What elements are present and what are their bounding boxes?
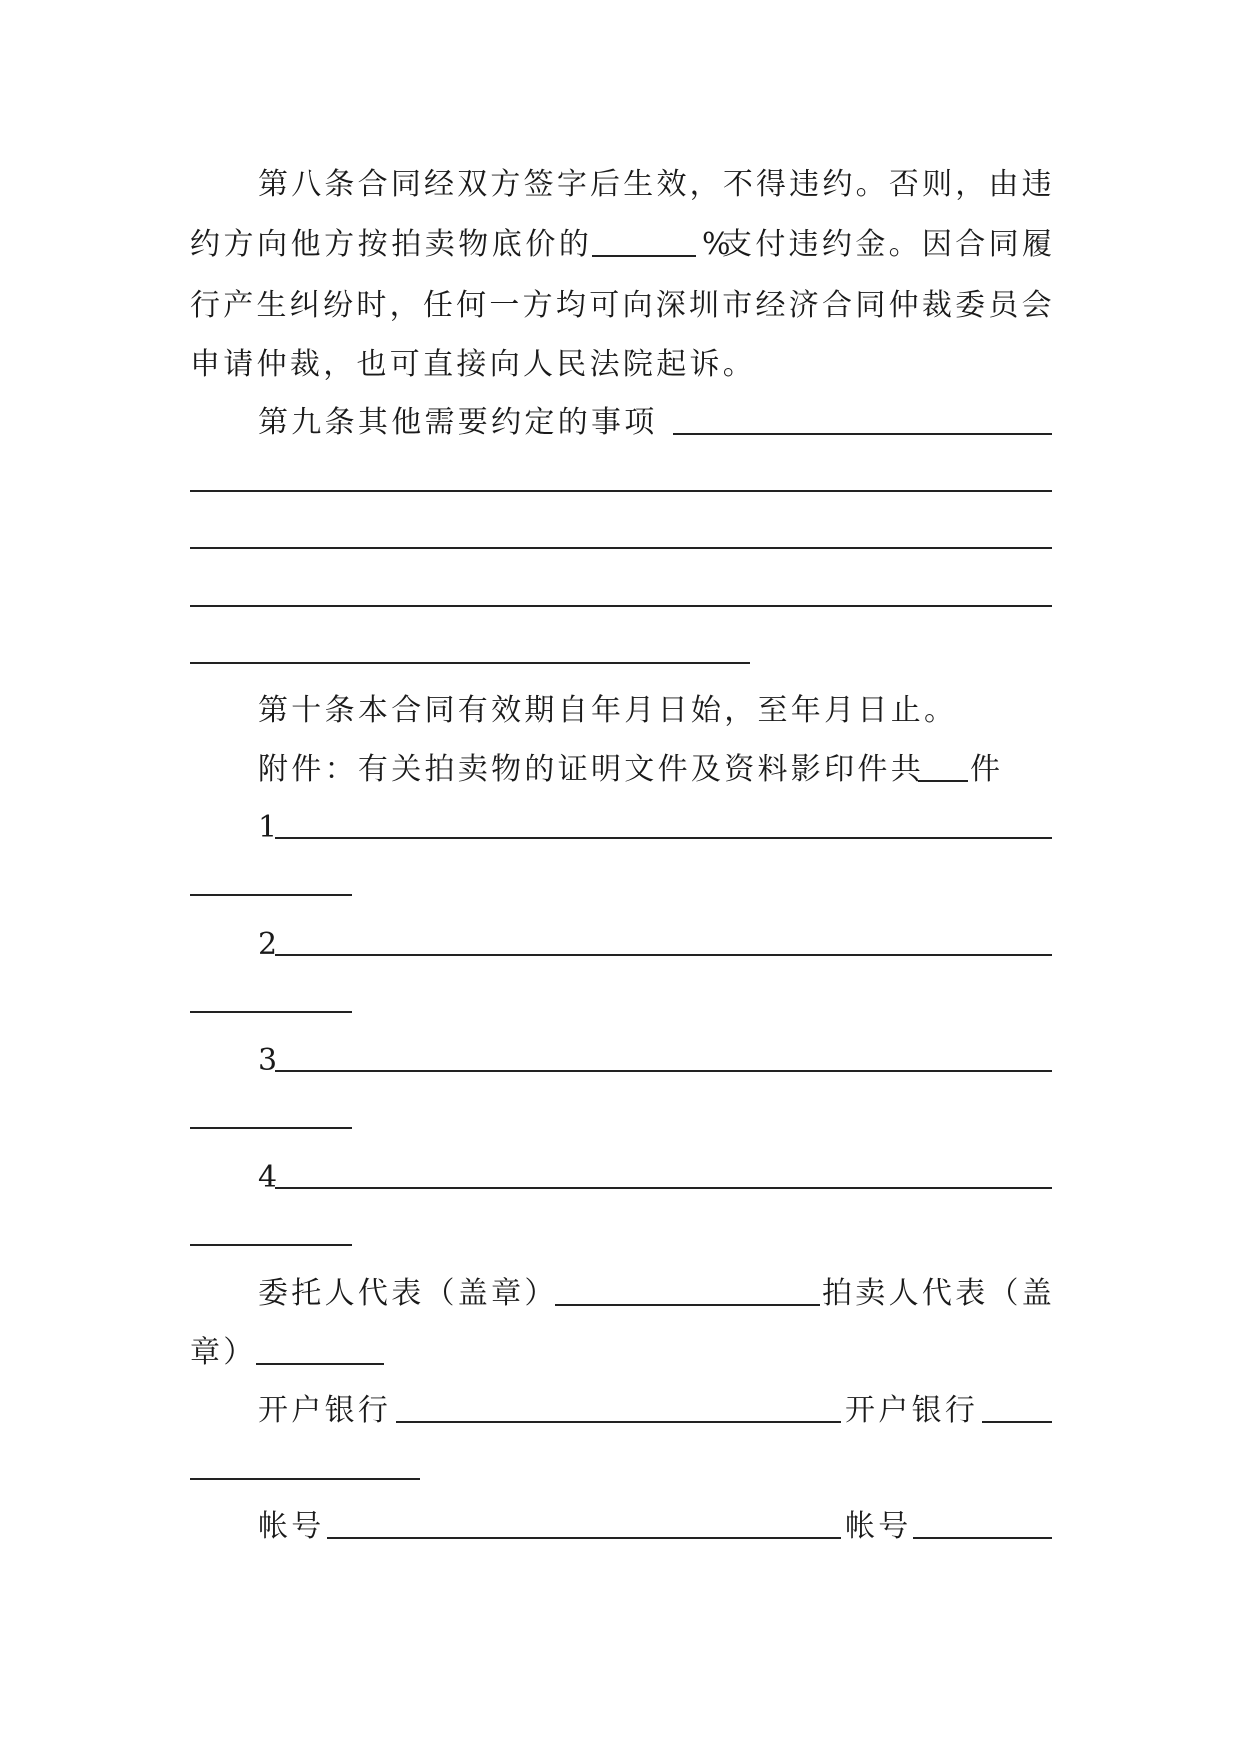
text-char: 生	[256, 288, 287, 323]
text-char: 方	[223, 227, 254, 262]
article9-blank-5[interactable]	[190, 662, 750, 664]
text-char: 则	[922, 167, 953, 202]
text-char: 方	[324, 227, 355, 262]
text-char: 签	[523, 167, 554, 202]
text-char: 金	[855, 227, 886, 262]
text-char: 约	[822, 167, 853, 202]
text-char: 。	[888, 227, 919, 262]
text-char: ，	[689, 167, 720, 202]
attachment-item-2: 2	[258, 927, 278, 962]
text-char: 方	[522, 288, 553, 323]
attachment-item-4: 4	[258, 1160, 278, 1195]
text-char: 合	[955, 227, 986, 262]
text-char: 约	[190, 227, 220, 262]
client-account-label: 帐号	[258, 1509, 325, 1544]
article8-line1	[258, 165, 1052, 205]
attachment-item-4-blank[interactable]	[275, 1187, 1052, 1189]
auctioneer-bank-blank-cont[interactable]	[190, 1478, 420, 1480]
auctioneer-rep-label: 拍卖人代表（盖	[822, 1276, 1056, 1311]
attachment-item-3: 3	[258, 1043, 278, 1078]
text-char: 八	[291, 167, 322, 202]
text-char: 委	[955, 288, 986, 323]
text-char: 不	[722, 167, 753, 202]
text-char: 向	[622, 288, 653, 323]
client-account-blank[interactable]	[327, 1537, 841, 1539]
article9-blank-4[interactable]	[190, 605, 1052, 607]
article9-label: 第九条其他需要约定的事项	[258, 405, 658, 440]
text-char: 得	[756, 167, 787, 202]
text-char: 生	[623, 167, 654, 202]
text-char: 均	[555, 288, 586, 323]
text-char: 向	[257, 227, 288, 262]
auctioneer-bank-label: 开户银行	[845, 1393, 979, 1428]
text-char: 第	[258, 167, 288, 202]
article8-line2-text	[190, 225, 589, 265]
text-char: 会	[1021, 288, 1052, 323]
text-char: 经	[755, 288, 786, 323]
attachment-item-1-blank-cont[interactable]	[190, 894, 352, 896]
attachment-item-3-blank-cont[interactable]	[190, 1127, 352, 1129]
article8-line2-tail	[722, 225, 1052, 265]
text-char: 纷	[323, 288, 354, 323]
text-char: 价	[525, 227, 556, 262]
text-char: 裁	[921, 288, 952, 323]
client-rep-blank[interactable]	[555, 1304, 820, 1306]
attachment-item-4-blank-cont[interactable]	[190, 1244, 352, 1246]
text-char: 市	[722, 288, 753, 323]
auctioneer-rep-blank[interactable]	[256, 1363, 384, 1365]
article8-line3	[190, 286, 1052, 326]
text-char: 违	[789, 167, 820, 202]
article9-blank-2[interactable]	[190, 490, 1052, 492]
article10-text: 第十条本合同有效期自年月日始，至年月日止。	[258, 693, 958, 728]
text-char: 违	[1021, 167, 1052, 202]
text-char: 产	[223, 288, 254, 323]
attachment-item-2-blank-cont[interactable]	[190, 1011, 352, 1013]
text-char: 双	[457, 167, 488, 202]
attachment-item-2-blank[interactable]	[275, 954, 1052, 956]
attachment-count-blank[interactable]	[918, 780, 968, 782]
text-char: 。	[855, 167, 886, 202]
text-char: 由	[988, 167, 1019, 202]
text-char: 任	[422, 288, 453, 323]
text-char: 纠	[289, 288, 320, 323]
text-char: 物	[458, 227, 489, 262]
text-char: 员	[988, 288, 1019, 323]
text-char: 否	[888, 167, 919, 202]
text-char: 拍	[391, 227, 422, 262]
percent-sign: %	[702, 227, 731, 262]
attachment-prefix: 附件：有关拍卖物的证明文件及资料影印件共	[258, 752, 924, 787]
attachment-item-1: 1	[258, 810, 278, 845]
auctioneer-account-label: 帐号	[845, 1509, 912, 1544]
client-rep-label: 委托人代表（盖章）	[258, 1276, 558, 1311]
text-char: 支	[722, 227, 752, 262]
article8-line2	[190, 225, 1052, 265]
article9-blank-3[interactable]	[190, 547, 1052, 549]
text-char: 条	[324, 167, 355, 202]
auctioneer-rep-label-cont: 章）	[190, 1335, 257, 1370]
text-char: ，	[955, 167, 986, 202]
text-char: 可	[589, 288, 620, 323]
text-char: 时	[356, 288, 387, 323]
text-char: 付	[755, 227, 786, 262]
text-char: ，	[389, 288, 420, 323]
text-char: 同	[390, 167, 421, 202]
auctioneer-bank-blank[interactable]	[982, 1421, 1052, 1423]
text-char: 后	[590, 167, 621, 202]
text-char: 效	[656, 167, 687, 202]
text-char: 他	[290, 227, 321, 262]
text-char: 一	[489, 288, 520, 323]
text-char: 同	[988, 227, 1019, 262]
attachment-item-3-blank[interactable]	[275, 1070, 1052, 1072]
text-char: 违	[788, 227, 819, 262]
text-char: 何	[456, 288, 487, 323]
auctioneer-account-blank[interactable]	[913, 1537, 1052, 1539]
text-char: 方	[490, 167, 521, 202]
client-bank-blank[interactable]	[396, 1421, 841, 1423]
text-char: 卖	[424, 227, 455, 262]
text-char: 行	[190, 288, 220, 323]
text-char: 合	[357, 167, 388, 202]
client-bank-label: 开户银行	[258, 1393, 392, 1428]
text-char: 同	[855, 288, 886, 323]
text-char: 约	[821, 227, 852, 262]
text-char: 按	[357, 227, 388, 262]
text-char: 字	[556, 167, 587, 202]
text-char: 济	[788, 288, 819, 323]
text-char: 经	[424, 167, 455, 202]
attachment-suffix: 件	[970, 752, 1000, 787]
penalty-percent-blank[interactable]	[592, 255, 696, 257]
attachment-item-1-blank[interactable]	[275, 837, 1052, 839]
text-char: 圳	[688, 288, 719, 323]
text-char: 合	[822, 288, 853, 323]
text-char: 仲	[888, 288, 919, 323]
text-char: 履	[1021, 227, 1052, 262]
article8-line4: 申请仲裁，也可直接向人民法院起诉。	[190, 347, 757, 382]
text-char: 的	[558, 227, 589, 262]
text-char: 深	[655, 288, 686, 323]
article9-blank-1[interactable]	[673, 433, 1052, 435]
text-char: 因	[921, 227, 952, 262]
text-char: 底	[491, 227, 522, 262]
